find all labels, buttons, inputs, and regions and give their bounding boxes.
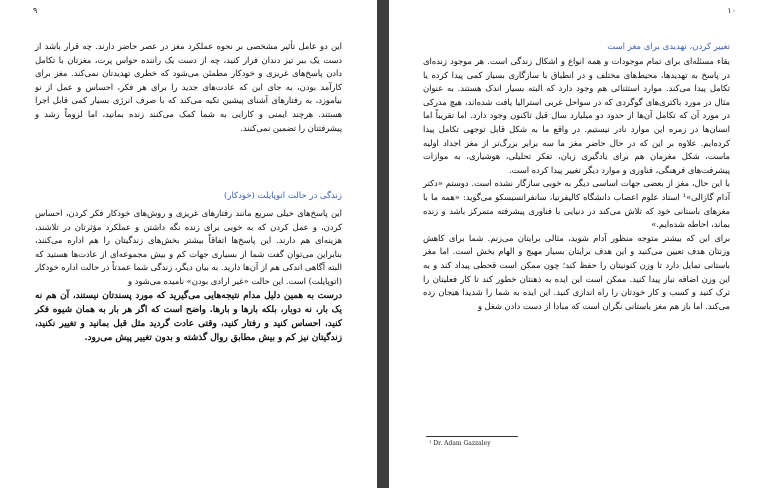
left-page xyxy=(0,0,377,488)
page-number: ۱۰ xyxy=(727,6,736,15)
bold-paragraph-text: درست به همین دلیل مدام نتیجه‌هایی می‌گیرید که مورد پسندتان نیستند، آن هم نه یک بار، نه دوبار، بلکه بارها و بارها. واضح است که اگر هر بار به همان شیوه فکر کنید، احساس کنید و رفتار کنید، وقتی عادت گردید مثل قبل بمانید و تغییر نکنید، زندگیتان نیز کم و بیش مطابق روال گذشته و بدون تغییر پیش می‌رود. xyxy=(35,290,342,344)
footnote-divider xyxy=(426,436,518,437)
footnote: ¹ Dr. Adam Gazzaley xyxy=(429,440,491,447)
paragraph-text: برای این که بیشتر متوجه منظور آدام شوید، مثالی برایتان می‌زنم. شما برای کاهش وزنتان هدف تعیین می‌کنید و این هدف برایتان بسیار مهیج و الهام بخش است. اما مغز باستانی تمایل دارد تا وزن کنونیتان را حفظ کند؛ چون ممکن است قحطی پیداد کند و به این وزن اضافه نیاز پیدا کنید. ممکن است این ایده به ذهنتان خطور کند تا کار فعلیتان را ترک کنید و کسب و کار خودتان را راه اندازی کنید. این ایده به شما را شدیدا هیجان زده می‌کند. اما باز هم مغز باستانی نگران است که مبادا از دست دادن شغل و xyxy=(423,232,730,311)
page-number: ۹ xyxy=(33,6,38,15)
paragraph-text: بقاء مسئله‌ای برای تمام موجودات و همه انواع و اشکال زندگی است. هر موجود زنده‌ای در پاسخ به تهدیدها، محیط‌های مختلف و در انطباق با سازگاری بسیار کمی پیدا کرده یا تکامل پیدا می‌کند. موارد استثنائی هم وجود دارد که البته بسیار اندک هستند. به عنوان مثال در مورد باکتری‌های گوگردی که در سواحل غربی استرالیا یافت شده‌اند، هیچ مدرکی در مورد آن که تکامل آن‌ها از حدود دو میلیارد سال قبل تاکنون وجود دارد. اما تقریباً اما انسان‌ها در زمره این موارد نادر نیستیم. در واقع ما به شکل قابل توجهی تکامل پیدا کرده‌ایم. علاوه بر این که در حال حاضر مغز ما سه برابر بزرگ‌تر از مغز اجداد اولیه ماست، شکل مغزمان هم برای یادگیری زبان، تفکر تحلیلی، هوشیاری، به موازات پیشرفت‌های فرهنگی، فناوری و موارد دیگر تغییر پیدا کرده است. xyxy=(423,56,730,175)
right-page xyxy=(389,0,768,488)
paragraph-text: این پاسخ‌های خیلی سریع مانند رفتارهای غریزی و روش‌های خودکار فکر کردن، احساس کردن، و عمل کردن که به خوبی برای زنده نگه داشتن و عملکرد مؤثرتان در تلاشند، هزینه‌ای هم دارند. این پاسخ‌ها اتفاقاً بیشتر بخش‌های زندگیتان را هم اداره می‌کنند، بنابراین می‌توان گفت شما از بسیاری جهات کم و بیش مجموعه‌ای از عادت‌ها هستید که البته آگاهی اندکی هم از آن‌ها دارید. به بیان دیگر، زندگی شما عمدتاً در حالت اداره خودکار (اتوپایلت) است. این حالت «غیر ارادی بودن» نامیده می‌شود و xyxy=(35,208,342,286)
paragraph-text: با این حال، مغز از بعضی جهات اساسی دیگر به خوبی سازگار نشده است. دوستم «دکتر آدام گازالی»¹ استاد علوم اعصاب دانشگاه کالیفرنیا، سانفرانسیسکو می‌گوید: «همه ما با مغزهای باستانی خود که تلاش می‌کند در دنیایی با فناوری پیشرفته متمرکز باشد و زنده بماند، احاطه شده‌ایم.» xyxy=(423,178,730,230)
paragraph-text: این دو عامل تأثیر مشخصی بر نحوه عملکرد مغز در عصر حاضر دارند. چه قرار باشد از دست یک ببر تیز دندان فرار کنید، چه از دست یک راننده حواس پرت، مغزتان با تکامل دادن پاسخ‌های غریزی و خودکار مطمئن می‌شود که خطری تهدیدتان نمی‌کند. مغز برای کارآمد بودن، به جای این که عادت‌های جدید را برای هر فکر، احساس و عمل از نو بیاموزد، به رفتارهای آشنای پیشین تکیه می‌کند که با صرف انرژی بسیار کمی قابل اجرا هستند. هرچند ایمنی و کارایی به شما کمک می‌کنند زنده بمانید، اما لزوماً رشد و پیشرفتتان را تضمین نمی‌کنند. xyxy=(35,41,342,133)
section-heading: زندگی در حالت اتوپایلت (خودکار) xyxy=(224,191,342,201)
section-heading: تغییر کردن، تهدیدی برای مغز است xyxy=(607,42,730,52)
body-paragraph xyxy=(423,55,730,313)
body-paragraph xyxy=(35,40,342,135)
body-paragraph xyxy=(35,207,342,346)
